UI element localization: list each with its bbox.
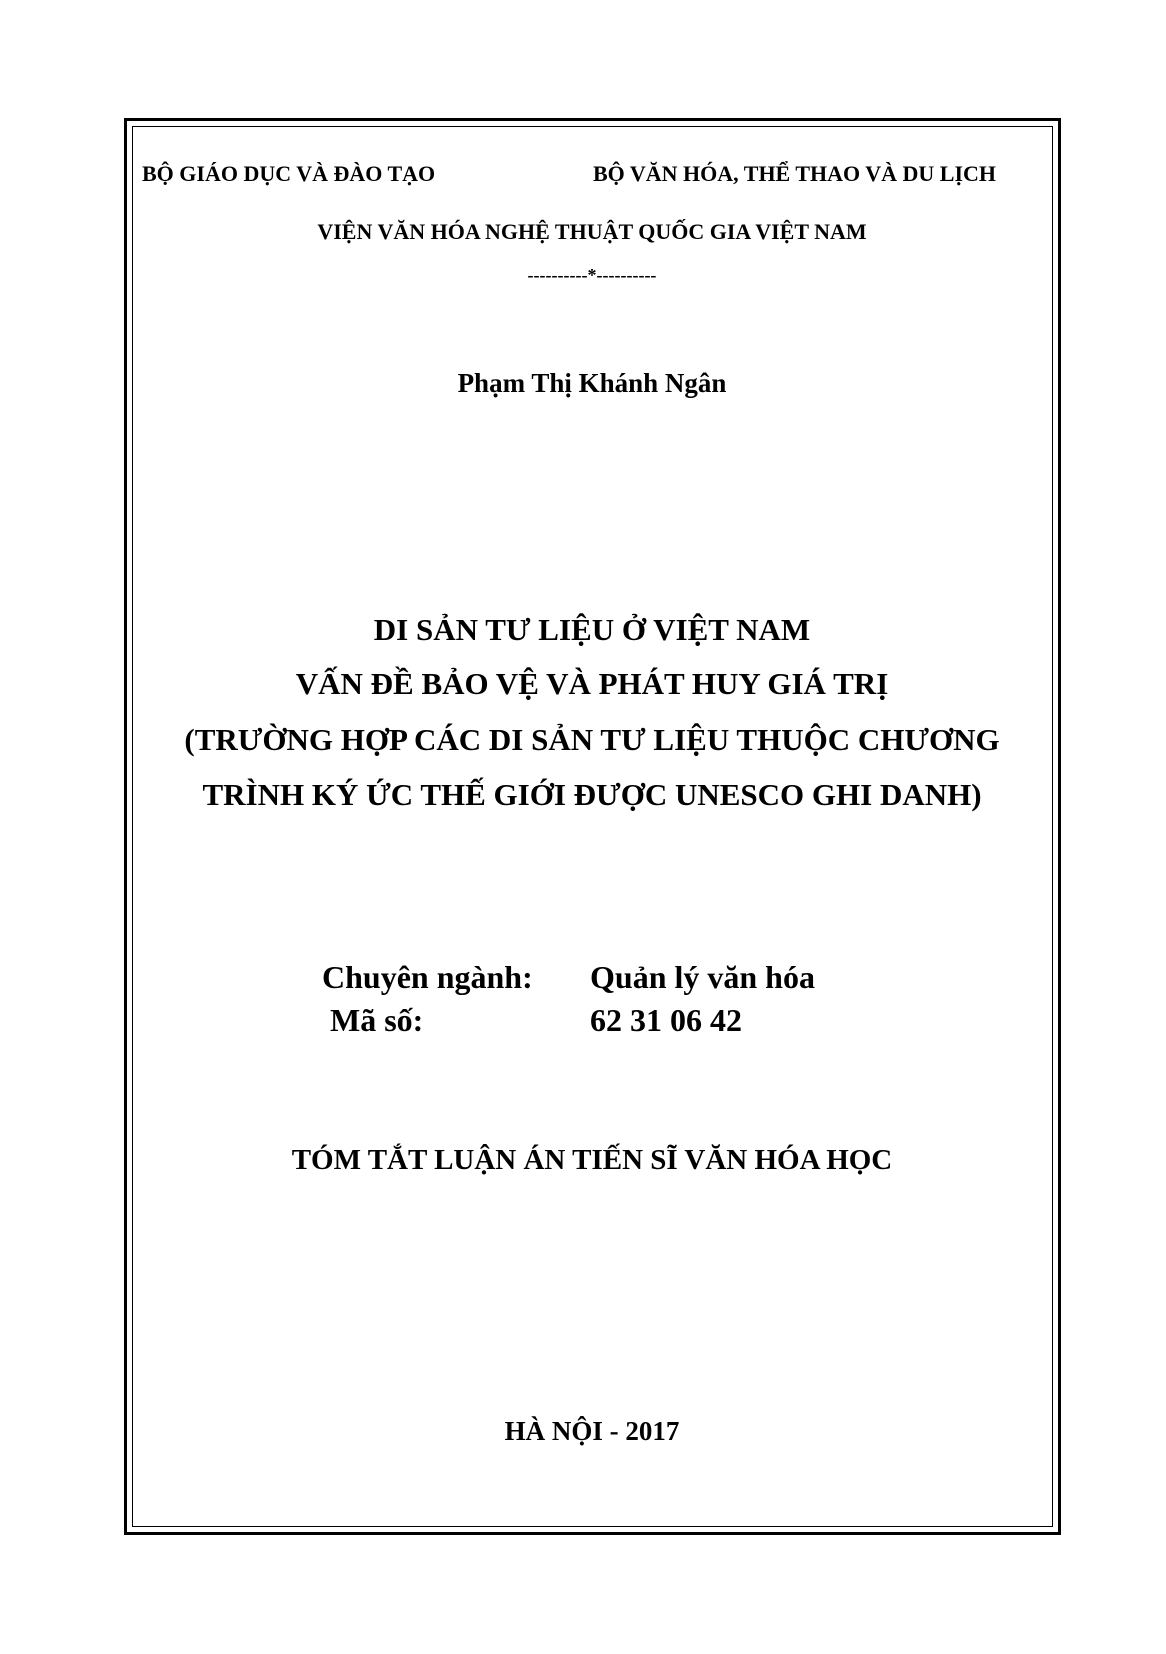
place-year: HÀ NỘI - 2017	[504, 1416, 680, 1446]
ministry-right: BỘ VĂN HÓA, THỂ THAO VÀ DU LỊCH	[593, 161, 997, 186]
page-border-inner	[132, 126, 1053, 1527]
author-name: Phạm Thị Khánh Ngân	[457, 368, 727, 398]
code-label: Mã số:	[330, 1002, 424, 1038]
title-line-1: DI SẢN TƯ LIỆU Ở VIỆT NAM	[373, 612, 811, 647]
summary-title: TÓM TẮT LUẬN ÁN TIẾN SĨ VĂN HÓA HỌC	[291, 1144, 893, 1176]
title-line-2: VẤN ĐỀ BẢO VỆ VÀ PHÁT HUY GIÁ TRỊ	[295, 666, 889, 701]
institute-name: VIỆN VĂN HÓA NGHỆ THUẬT QUỐC GIA VIỆT NAM	[317, 219, 867, 244]
title-line-4: TRÌNH KÝ ỨC THẾ GIỚI ĐƯỢC UNESCO GHI DANH)	[202, 777, 982, 812]
header-divider: ----------*----------	[527, 265, 657, 285]
code-value: 62 31 06 42	[590, 1002, 742, 1038]
ministry-left: BỘ GIÁO DỤC VÀ ĐÀO TẠO	[142, 161, 436, 186]
specialty-value: Quản lý văn hóa	[590, 959, 815, 995]
specialty-label: Chuyên ngành:	[322, 959, 533, 995]
title-line-3: (TRƯỜNG HỢP CÁC DI SẢN TƯ LIỆU THUỘC CHƯƠNG	[184, 722, 1000, 757]
